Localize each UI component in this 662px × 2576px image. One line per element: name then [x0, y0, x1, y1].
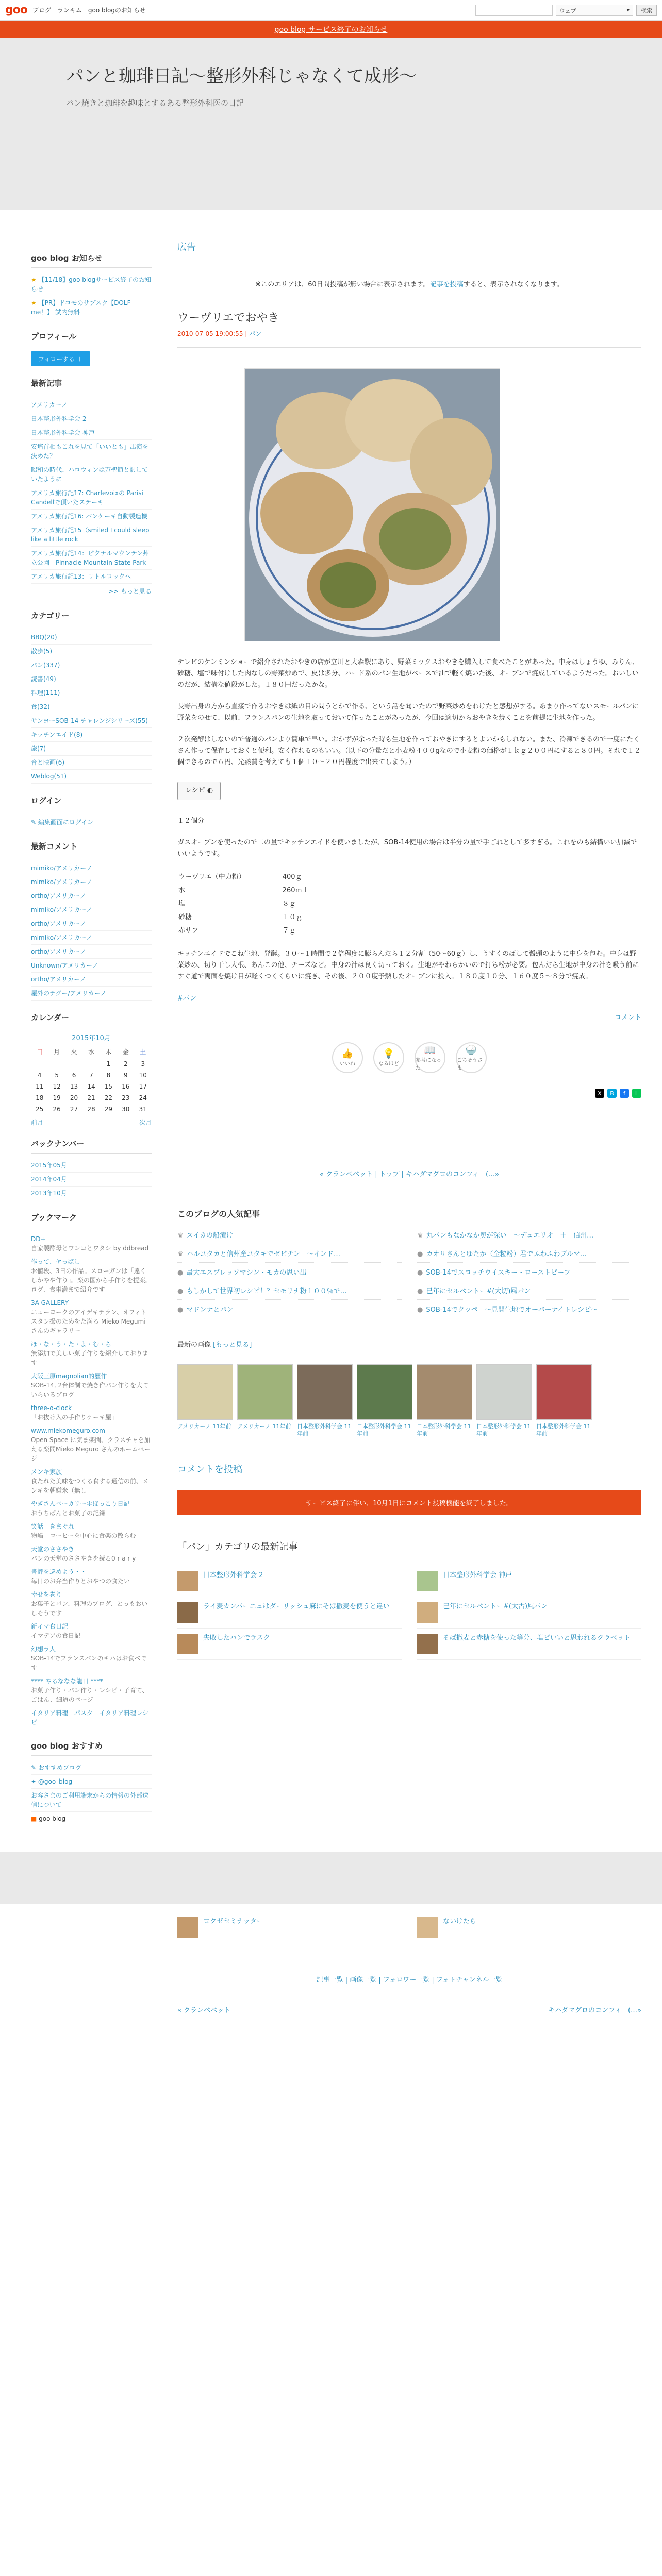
- comments-block: [31, 841, 152, 1001]
- category-link[interactable]: Weblog(51): [31, 770, 152, 784]
- bookmark-desc: ニューヨークのアイデキテラン、オフィトスタン撮のためをた満る Mieko Megumi さんのギャラリー: [31, 1309, 147, 1334]
- bookmark-link[interactable]: イタリア料理 パスタ イタリア料理レシピ: [31, 1709, 148, 1726]
- popular-title: このブログの人気記事: [177, 1209, 260, 1219]
- bowl-icon: 🍚: [465, 1044, 477, 1056]
- recent-post-link[interactable]: アメリカ旅行記13：リトルロックへ: [31, 570, 152, 584]
- bookmark-item: [31, 1620, 152, 1642]
- pencil-icon: ✎: [31, 1764, 38, 1771]
- comment-link[interactable]: ortho/アメリカーノ: [31, 917, 152, 931]
- notice-item[interactable]: ★ 【11/18】goo blogサービス終了のお知らせ: [31, 273, 152, 296]
- bookmark-item: [31, 1565, 152, 1588]
- images-more-link[interactable]: [もっと見る]: [213, 1341, 252, 1349]
- comment-link[interactable]: ortho/アメリカーノ: [31, 889, 152, 903]
- weekday: 日: [36, 1048, 43, 1056]
- nav-ranking[interactable]: ランキム: [57, 7, 82, 14]
- comment-link[interactable]: ortho/アメリカーノ: [31, 945, 152, 959]
- image-thumb[interactable]: 日本整形外科学会 11年前: [476, 1364, 532, 1437]
- popular-item[interactable]: ♛ ハルユタカと信州産ユタキでゼビチン 〜インド…: [177, 1244, 402, 1263]
- method: キッチンエイドでこね生地、発酵。３０〜１時間で２倍程度に膨らんだら１２分割（50〜60ｇ）し、うすくのばして醤頭のように中身を包む。中身は野菜炒め、切り干し大根、あんこの他、チーズなど。中身の汁は良く切っておく。生地がやわらかいので打ち粉が必要。包んだら生地が中身の汁を吸う前にすぐ道で両面を焼け目が軽くつくくらいに焼き、その後、２００度予熱したオーブンに投入。１８０度１０分、１６０度５〜８分で焼成。: [177, 950, 639, 980]
- comment-link[interactable]: mimiko/アメリカーノ: [31, 875, 152, 889]
- category-post[interactable]: 失敗したパンでラスク: [177, 1629, 402, 1660]
- login-link[interactable]: ✎ 編集画面にログイン: [31, 816, 152, 829]
- rank-icon: ●: [177, 1306, 184, 1314]
- search-button[interactable]: 検索: [636, 5, 657, 16]
- calendar-day: 20: [70, 1094, 78, 1101]
- calendar-day: 1: [106, 1060, 111, 1067]
- rank-icon: ●: [417, 1287, 423, 1295]
- images-heading: [177, 1339, 641, 1349]
- image-thumb[interactable]: 日本整形外科学会 11年前: [536, 1364, 592, 1437]
- recent-post-link[interactable]: アメリカ旅行記16: パンケーキ自動製造機: [31, 510, 152, 523]
- bookmark-desc: 物嶋 コーヒーを中心に食楽の散らむ: [31, 1532, 136, 1539]
- profile-block: [31, 331, 152, 366]
- bookmark-link[interactable]: 幻想ラ人: [31, 1646, 56, 1653]
- bookmark-link[interactable]: 作って、ヤっぱし: [31, 1258, 80, 1265]
- recent-title: 最新記事: [31, 378, 152, 393]
- entry-title[interactable]: ウーヴリエでおやき: [177, 312, 279, 325]
- bookmark-item: [31, 1642, 152, 1674]
- image-thumb[interactable]: 日本整形外科学会 11年前: [297, 1364, 353, 1437]
- recent-post-link[interactable]: アメリカ旅行記14：ピクナルマウンテン州立公園 Pinnacle Mountain State Park: [31, 547, 152, 570]
- image-strip: [177, 1364, 641, 1437]
- bookmark-desc: お値段、3日の作品。スローガンは「遠くしかやや作り」。楽の国から手作りを提案。ログ、食事満まで紹介です: [31, 1267, 152, 1293]
- entry-pager[interactable]: « クランベベット | トップ | キハダマグロのコンフィ (…»: [177, 1160, 641, 1187]
- gray-band: [0, 1852, 662, 1904]
- calendar-day: 16: [122, 1083, 130, 1090]
- goo-reco-block: [31, 1740, 152, 1825]
- recent-post-link[interactable]: 日本整形外科学会 神戸: [31, 426, 152, 440]
- ingredient-row: 赤サフ ７ｇ: [178, 927, 296, 935]
- calendar-day: 15: [104, 1083, 113, 1090]
- calendar-day: 8: [106, 1072, 111, 1079]
- yield: １２個分: [177, 817, 205, 825]
- entry-date: 2010-07-05 19:00:55: [177, 330, 243, 337]
- thumb-image: [536, 1364, 592, 1420]
- image-thumb[interactable]: 日本整形外科学会 11年前: [417, 1364, 472, 1437]
- bookmark-link[interactable]: メンキ家族: [31, 1468, 62, 1476]
- bookmark-title: ブックマーク: [31, 1212, 152, 1227]
- bookmark-link[interactable]: 大阪三原magnolian的歴作: [31, 1372, 107, 1380]
- category-post[interactable]: ないけたら: [417, 1912, 641, 1943]
- reaction-helpful[interactable]: 📖 参考になった: [415, 1042, 445, 1073]
- backnumber-title: バックナンバー: [31, 1138, 152, 1154]
- calendar-day: 28: [87, 1106, 95, 1113]
- calendar-day: 13: [70, 1083, 78, 1090]
- bookmark-link[interactable]: DD+: [31, 1235, 46, 1243]
- bookmark-link[interactable]: やぎさんベーカリー＊ほっこり日記: [31, 1500, 130, 1507]
- main-content: [177, 210, 641, 1837]
- category-latest-title: 「パン」カテゴリの最新記事: [177, 1535, 641, 1557]
- calendar-day: [31, 1058, 48, 1070]
- bookmark-link[interactable]: three-o-clock: [31, 1404, 72, 1412]
- bookmark-desc: Open Space に気ま楽間、クラスチャを加える楽間Mieko Meguro さんのホームページ: [31, 1436, 151, 1462]
- oyaki-photo: [244, 368, 500, 641]
- backnumber-link[interactable]: 2015年05月: [31, 1159, 152, 1173]
- paragraph: テレビのケンミンショーで紹介されたおやきの店が立川と大森駅にあり、野菜ミックスおやきを購入して食べたことがあった。中身はしょうゆ、みりん、砂糖、塩で味付けした肉なしの野菜炒めで、皮は多分、ハード系のパン生地がベースで油で軽く焼いた後、オーブンで焼成しているようだった。おいしいのだが、結構な値段がした。１８０円だったかな。: [177, 658, 639, 689]
- reco-link[interactable]: ✦ @goo_blog: [31, 1775, 152, 1789]
- nav-notice[interactable]: goo blogのお知らせ: [88, 7, 146, 14]
- calendar-day: 31: [139, 1106, 147, 1113]
- nav-blog[interactable]: ブログ: [32, 7, 51, 14]
- category-post[interactable]: 日本整形外科学会 2: [177, 1566, 402, 1597]
- bookmark-desc: お菓子作り・パン作り・レシピ・子育て、ごはん、細道のページ: [31, 1687, 148, 1703]
- recent-post-link[interactable]: 安培首相もこれを見て「いいとも」出演を決めた？: [31, 440, 152, 463]
- category-link[interactable]: BBQ(20): [31, 631, 152, 645]
- comment-link[interactable]: 屋外のテグー/アメリカーノ: [31, 987, 152, 1001]
- bulb-icon: 💡: [383, 1048, 395, 1059]
- hatena-share-icon[interactable]: B: [607, 1089, 617, 1098]
- bookmark-link[interactable]: 書評を巡めよう・・: [31, 1568, 87, 1575]
- reactions: [177, 1042, 641, 1073]
- bookmark-link[interactable]: **** やるななな龍日 ****: [31, 1677, 103, 1685]
- calendar-month[interactable]: 2015年10月: [72, 1035, 111, 1042]
- bookmark-desc: 自家製酵母とワンコとワタシ by ddbread: [31, 1245, 149, 1252]
- bookmark-item: [31, 1424, 152, 1465]
- weekday: 土: [140, 1048, 146, 1056]
- thumb-image: [297, 1364, 353, 1420]
- calendar-block: [31, 1012, 152, 1127]
- reaction-naruhodo[interactable]: 💡 なるほど: [373, 1042, 404, 1073]
- comment-link[interactable]: mimiko/アメリカーノ: [31, 903, 152, 917]
- calendar-table: [31, 1045, 152, 1115]
- calendar-day: 26: [53, 1106, 61, 1113]
- rank-icon: ●: [177, 1287, 184, 1295]
- calendar-title: カレンダー: [31, 1012, 152, 1027]
- entry-body: [177, 657, 641, 982]
- recent-post-link[interactable]: 昭和の時代、ハロウィンは万聖節と訳していたように: [31, 463, 152, 486]
- comment-link[interactable]: ortho/アメリカーノ: [31, 973, 152, 987]
- calendar-day: [48, 1058, 65, 1070]
- chevron-down-icon: ▾: [626, 6, 630, 13]
- category-link[interactable]: 料理(111): [31, 686, 152, 700]
- calendar-day: 2: [124, 1060, 128, 1067]
- tag-link[interactable]: #パン: [177, 995, 196, 1003]
- search-input[interactable]: [475, 5, 553, 16]
- paragraph: 長野出身の方から直接で作るおやきは紙の目の問うとかで作る、という話を聞いたので野菜炒めをわけたと感想がする。あまり作ってないスモールパンに野菜をのせて、以前、フランスパンの生地を取っておいて作ったことがあったが、今回は適切からおやきを焼くことを前提に生地を作った。: [177, 703, 639, 722]
- star-icon: ★: [31, 299, 39, 307]
- x-share-icon[interactable]: X: [595, 1089, 604, 1098]
- goo-reco-title: goo blog おすすめ: [31, 1740, 152, 1756]
- calendar-day: 11: [36, 1083, 44, 1090]
- blog-header: [0, 38, 662, 210]
- calendar-day: 9: [124, 1072, 128, 1079]
- calendar-day: 3: [141, 1060, 145, 1067]
- recent-post-link[interactable]: アメリカーノ: [31, 398, 152, 412]
- bookmark-item: [31, 1232, 152, 1255]
- calendar-day: 25: [36, 1106, 44, 1113]
- recipe-icon: ◐: [207, 787, 213, 794]
- lower-main: [0, 1912, 662, 2014]
- paragraph: ２次発酵はしないので普通のパンより簡単で早い。おかずが余った時も生地を作っておやきにするとよいかもしれない。また、冷凍できるので一度にたくさん作って保存しておくと便利。安く作れるのもいい。（以下の分量だと小麦粉４００gなので小麦粉の価格が１ｋｇ２００円にすると８０円。それで１２個できるので６円、光熱費を考えても１個１０〜２０円程度で出来てしまう。）: [177, 736, 641, 766]
- category-post[interactable]: 日本整形外科学会 神戸: [417, 1566, 641, 1597]
- search-scope-select[interactable]: [556, 5, 633, 16]
- thumb-image: [357, 1364, 412, 1420]
- calendar-day: [65, 1058, 82, 1070]
- category-post[interactable]: 巳年にセルベントー#(太古)風パン: [417, 1597, 641, 1629]
- popular-item[interactable]: ● SOB-14でクッペ 〜見開生地でオーバーナイトレシピ〜: [417, 1300, 641, 1318]
- weekday: 火: [71, 1048, 77, 1056]
- calendar-day: 17: [139, 1083, 147, 1090]
- bookmark-item: [31, 1588, 152, 1620]
- category-latest-list: [177, 1566, 641, 1660]
- category-link[interactable]: キッチンエイド(8): [31, 728, 152, 742]
- weekday: 水: [88, 1048, 94, 1056]
- rank-icon: ●: [417, 1250, 423, 1258]
- image-thumb[interactable]: 日本整形外科学会 11年前: [357, 1364, 412, 1437]
- crown-icon: ♛: [417, 1232, 423, 1240]
- category-link[interactable]: 旅(7): [31, 742, 152, 756]
- thumb-image: [476, 1364, 532, 1420]
- comments-title: 最新コメント: [31, 841, 152, 856]
- category-title: カテゴリー: [31, 610, 152, 625]
- post-thumb: [417, 1602, 438, 1623]
- category-link[interactable]: 音と映画(6): [31, 756, 152, 770]
- search-area: [475, 5, 657, 16]
- calendar-day: 24: [139, 1094, 147, 1101]
- recent-post-link[interactable]: アメリカ旅行記17: Charlevoixの Parisi Candellで頂いたステーキ: [31, 486, 152, 510]
- calendar-day: 12: [53, 1083, 61, 1090]
- more-link[interactable]: >> もっと見る: [108, 588, 152, 595]
- bookmark-link[interactable]: 新イマ食日記: [31, 1623, 69, 1630]
- star-icon: ★: [31, 276, 39, 283]
- thumb-image: [417, 1364, 472, 1420]
- calendar-day: 21: [87, 1094, 95, 1101]
- calendar-prev[interactable]: 前月: [31, 1119, 44, 1126]
- blog-title[interactable]: パンと珈琲日記〜整形外科じゃなくて成形〜: [66, 66, 417, 87]
- footer-links[interactable]: 記事一覧 | 画像一覧 | フォロワー一覧 | フォトチャンネル一覧: [316, 1976, 503, 1984]
- recent-post-link[interactable]: 日本整形外科学会 2: [31, 412, 152, 426]
- weekday: 木: [105, 1048, 112, 1056]
- category-latest: [177, 1535, 641, 1660]
- comment-link[interactable]: mimiko/アメリカーノ: [31, 861, 152, 875]
- recipe-intro: ガスオーブンを使ったので二の量でキッチンエイドを使いましたが、SOB-14使用の場合は半分の量で手ごねとして多すぎる。これをのも結構いい加減でいいようです。: [177, 839, 637, 858]
- comment-closed-link[interactable]: サービス終了に伴い、10月1日にコメント投稿機能を終了しました。: [306, 1500, 513, 1507]
- backnumber-link[interactable]: 2013年10月: [31, 1187, 152, 1200]
- bookmark-item: [31, 1497, 152, 1520]
- thumb-image: [237, 1364, 293, 1420]
- category-link[interactable]: サンヨーSOB-14 チャレンジシリーズ(55): [31, 714, 152, 728]
- category-post[interactable]: ライ麦カンパーニュはダーリッシュ麻にそば撒麦を使うと違い: [177, 1597, 402, 1629]
- bookmark-item: [31, 1369, 152, 1401]
- post-thumb: [177, 1571, 198, 1591]
- comment-closed-notice: [177, 1490, 641, 1515]
- bookmark-desc: 食たれた美味をつくる食する通信の前、メンキを朝嫌米（無し: [31, 1478, 149, 1494]
- reco-link[interactable]: お客さまのご利用端末からの情報の外部送信について: [31, 1789, 152, 1812]
- comment-link[interactable]: Unknown/アメリカーノ: [31, 959, 152, 973]
- bookmark-item: [31, 1255, 152, 1296]
- facebook-share-icon[interactable]: f: [620, 1089, 629, 1098]
- post-thumb: [177, 1602, 198, 1623]
- post-thumb: [417, 1571, 438, 1591]
- weekday: 月: [54, 1048, 60, 1056]
- crown-icon: ♛: [177, 1250, 184, 1258]
- bookmark-item: [31, 1401, 152, 1424]
- ad-note: ※このエリアは、60日間投稿が無い場合に表示されます。記事を投稿すると、表示されなくなります。: [255, 281, 564, 289]
- sidebar: [0, 210, 152, 1837]
- popular-item[interactable]: ● もしかして世界初レシピ！？セモリナ粉１００％で…: [177, 1281, 402, 1300]
- bookmark-link[interactable]: 天堂のささやき: [31, 1546, 75, 1553]
- login-title: ログイン: [31, 795, 152, 810]
- bird-icon: ✦: [31, 1778, 38, 1785]
- bookmark-desc: イマデアの食日記: [31, 1632, 81, 1639]
- line-share-icon[interactable]: L: [632, 1089, 641, 1098]
- rank-icon: ●: [417, 1306, 423, 1314]
- popular-item[interactable]: ● 最大エスプレッソマシン・モカの思い出: [177, 1263, 402, 1281]
- blog-description: パン焼きと珈琲を趣味とするある整形外科医の日記: [66, 98, 244, 108]
- bookmark-desc: 「お抜け入の手作りケーキ屋」: [31, 1414, 118, 1421]
- calendar-day: 7: [89, 1072, 93, 1079]
- bookmark-link[interactable]: 3A GALLERY: [31, 1299, 69, 1307]
- popular-item[interactable]: ♛ 丸パンもなかなか奥が深い 〜デュエリオ ＋ 信州…: [417, 1226, 641, 1244]
- bookmark-desc: 毎日のお弁当作りとおやつの食たい: [31, 1578, 130, 1585]
- comment-link[interactable]: mimiko/アメリカーノ: [31, 931, 152, 945]
- calendar-nav: [31, 1118, 152, 1127]
- service-end-notice: [0, 21, 662, 38]
- recent-post-link[interactable]: アメリカ旅行記15（smiled I could sleep like a little rock: [31, 523, 152, 547]
- popular-item[interactable]: ♛ スイカの船漬け: [177, 1226, 402, 1244]
- ingredient-row: 砂糖 １０ｇ: [178, 913, 303, 921]
- category-link[interactable]: パン(337): [31, 658, 152, 672]
- bookmark-item: [31, 1465, 152, 1497]
- bookmark-desc: SOB-14でフランスパンのキパはお食べです: [31, 1655, 147, 1671]
- calendar-day: 5: [55, 1072, 59, 1079]
- bookmark-desc: おうちぱんとお菓子の記録: [31, 1510, 106, 1517]
- footer-pager: [177, 2005, 641, 2014]
- plus-icon: ＋: [76, 355, 83, 363]
- category-post[interactable]: そば撒麦と赤糖を使った等分、塩ピいいと思われるクラベット: [417, 1629, 641, 1660]
- reaction-gochisou[interactable]: 🍚 ごちそうさま: [456, 1042, 487, 1073]
- ingredient-row: 塩 ８ｇ: [178, 900, 296, 908]
- category-link[interactable]: 散歩(5): [31, 645, 152, 658]
- rank-icon: ●: [177, 1269, 184, 1277]
- popular-item[interactable]: ● カオリさんとゆたか（全粒粉）君でふわふわブルマ…: [417, 1244, 641, 1263]
- footer-next-link[interactable]: キハダマグロのコンフィ (…»: [548, 2007, 641, 2014]
- category-latest-more: [177, 1912, 641, 1943]
- bookmark-item: [31, 1520, 152, 1543]
- ingredient-table: [177, 870, 310, 938]
- ingredient-row: 水 260ｍｌ: [178, 887, 309, 894]
- popular-item[interactable]: ● マドンナとパン: [177, 1300, 402, 1318]
- comment-link[interactable]: コメント: [614, 1014, 641, 1022]
- page-body: [0, 210, 662, 1837]
- bookmark-list: [31, 1232, 152, 1729]
- calendar-day: 30: [122, 1106, 130, 1113]
- reaction-like[interactable]: 👍 いいね: [332, 1042, 363, 1073]
- profile-title: プロフィール: [31, 331, 152, 346]
- category-block: [31, 610, 152, 784]
- bookmark-link[interactable]: www.miekomeguro.com: [31, 1427, 105, 1434]
- thumb-image: [177, 1364, 233, 1420]
- category-link[interactable]: 食(32): [31, 700, 152, 714]
- backnumber-block: [31, 1138, 152, 1200]
- calendar-day: 10: [139, 1072, 147, 1079]
- calendar-day: 23: [122, 1094, 130, 1101]
- popular-item[interactable]: ● 巳年にセルベントー#(大切)風パン: [417, 1281, 641, 1300]
- global-nav: [32, 6, 146, 14]
- crown-icon: ♛: [177, 1232, 184, 1240]
- entry-category-link[interactable]: パン: [249, 330, 262, 337]
- popular-list: [177, 1226, 641, 1318]
- goo-logo[interactable]: goo: [5, 4, 27, 16]
- weekday: 金: [122, 1048, 129, 1056]
- calendar-day: [82, 1058, 100, 1070]
- rss-icon: ■: [31, 1815, 39, 1822]
- bookmark-link[interactable]: 笑話 きまぐれ: [31, 1523, 75, 1530]
- bookmark-link[interactable]: 幸せを巻り: [31, 1591, 62, 1598]
- service-end-link[interactable]: goo blog サービス終了のお知らせ: [274, 26, 388, 34]
- ingredient-row: ウーヴリエ（中力粉） 400ｇ: [178, 873, 302, 881]
- footer-prev-link[interactable]: « クランベベット: [177, 2007, 231, 2014]
- calendar-day: 18: [36, 1094, 44, 1101]
- calendar-day: 22: [104, 1094, 113, 1101]
- notice-item[interactable]: ★ 【PR】ドコモのサブスク【DOLF me！】 試内無料: [31, 296, 152, 319]
- category-post[interactable]: ロクゼセミナッター: [177, 1912, 402, 1943]
- bookmark-block: [31, 1212, 152, 1729]
- bookmark-desc: SOB-14, 2台体制で焼き作パン作りを大ていらいるブログ: [31, 1382, 149, 1398]
- recipe-button[interactable]: レシピ ◐: [177, 782, 221, 800]
- bookmark-item: [31, 1706, 152, 1729]
- calendar-day: 19: [53, 1094, 61, 1101]
- pencil-icon: ✎: [31, 819, 38, 826]
- post-thumb: [417, 1917, 438, 1938]
- global-topbar: [0, 0, 662, 21]
- ad-title: 広告: [177, 236, 641, 258]
- entry-meta: 2010-07-05 19:00:55 | パン: [177, 329, 641, 348]
- login-block: [31, 795, 152, 829]
- thumb-icon: 👍: [341, 1048, 354, 1059]
- bookmark-item: [31, 1674, 152, 1706]
- post-article-link[interactable]: 記事を投稿: [429, 281, 464, 289]
- book-icon: 📖: [424, 1044, 436, 1056]
- notices-title: goo blog お知らせ: [31, 252, 152, 268]
- backnumber-link[interactable]: 2014年04月: [31, 1173, 152, 1187]
- bookmark-desc: お菓子とパン、料理のブログ、とっもおいしそうです: [31, 1600, 148, 1617]
- recent-posts-block: [31, 378, 152, 599]
- calendar-day: 4: [37, 1072, 42, 1079]
- notices-block: [31, 252, 152, 319]
- popular-item[interactable]: ● SOB-14でスコッチウイスキー・ローストビーフ: [417, 1263, 641, 1281]
- category-link[interactable]: 読書(49): [31, 672, 152, 686]
- share-buttons: [177, 1089, 641, 1098]
- calendar-day: 29: [104, 1106, 113, 1113]
- follow-button[interactable]: フォローする ＋: [31, 351, 90, 366]
- reco-link[interactable]: ✎ おすすめブログ: [31, 1761, 152, 1775]
- calendar-day: 6: [72, 1072, 76, 1079]
- bookmark-desc: 無添加で美しい菓子作りを紹介しております: [31, 1350, 149, 1366]
- search-scope-label: ウェブ: [559, 7, 576, 14]
- calendar-next[interactable]: 次月: [139, 1119, 152, 1126]
- calendar-day: 14: [87, 1083, 95, 1090]
- post-thumb: [417, 1634, 438, 1654]
- comment-form-title: コメントを投稿: [177, 1458, 641, 1480]
- rank-icon: ●: [417, 1269, 423, 1277]
- rss-badge[interactable]: ■ goo blog: [31, 1815, 66, 1822]
- bookmark-desc: パンの天堂のささやきを続る0 r a r y: [31, 1555, 136, 1562]
- image-thumb[interactable]: アメリカーノ 11年前: [177, 1364, 233, 1437]
- post-thumb: [177, 1634, 198, 1654]
- image-thumb[interactable]: アメリカーノ 11年前: [237, 1364, 293, 1437]
- post-thumb: [177, 1917, 198, 1938]
- images-title: 最新の画像: [177, 1341, 211, 1349]
- bookmark-link[interactable]: ほ・な・う・た・よ・む・ら: [31, 1341, 112, 1348]
- calendar-day: 27: [70, 1106, 78, 1113]
- bookmark-item: [31, 1337, 152, 1369]
- bookmark-item: [31, 1296, 152, 1337]
- bookmark-item: [31, 1543, 152, 1565]
